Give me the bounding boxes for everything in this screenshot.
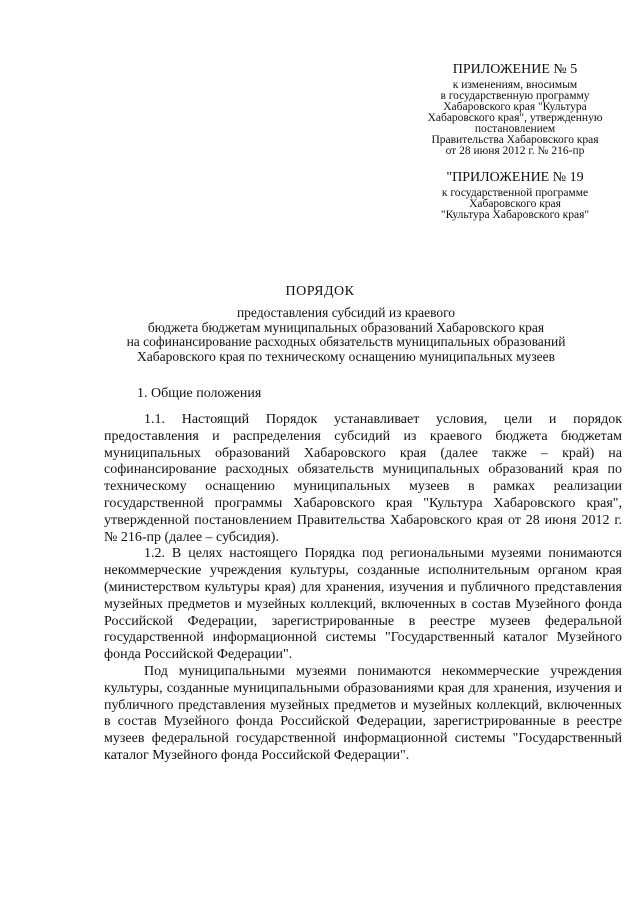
paragraph-1-1: 1.1. Настоящий Порядок устанавливает условия, цели и порядок предоставления и распределения субсидий из краевого бюджета бюджетам муниципальных образований Хабаровского края (далее также – край) на софинансирование расходных обязательств муниципальных образований края по техническому оснащению муниципальных музеев в рамках реализации государственной программы Хабаровского края "Культура Хабаровского края", утвержденной постановлением Правительства Хабаровского края от 28 июня 2012 г. № 216-пр (далее – субсидия). [104, 412, 622, 545]
appendix-19-line: "Культура Хабаровского края" [440, 209, 590, 221]
appendix-5-line: Правительства Хабаровского края [431, 134, 599, 146]
appendix-5-line: от 28 июня 2012 г. № 216-пр [445, 145, 585, 157]
appendix-5-line: в государственную программу [440, 90, 590, 102]
appendix-5-line: к изменениям, вносимым [452, 79, 578, 91]
appendix-19-heading: "ПРИЛОЖЕНИЕ № 19 [446, 170, 584, 185]
appendix-19-block [400, 170, 630, 221]
appendix-5-line: постановлением [474, 123, 556, 135]
appendix-5-line: Хабаровского края "Культура [443, 101, 587, 113]
paragraph-municipal-museums: Под муниципальными музеями понимаются некоммерческие учреждения культуры, созданные муниципальными образованиями края для хранения, изучения и публичного представления музейных предметов и музейных коллекций, включенных в состав Музейного фонда Российской Федерации, зарегистрированные в реестре музеев федеральной государственной информационной системы "Государственный каталог Музейного фонда Российской Федерации". [104, 663, 622, 763]
subtitle-line: предоставления субсидий из краевого [236, 305, 456, 320]
paragraph-1-2: 1.2. В целях настоящего Порядка под региональными музеями понимаются некоммерческие учреждения культуры, созданные исполнительным органом края (министерством культуры края) для хранения, изучения и публичного представления музейных предметов и музейных коллекций, включенных в состав Музейного фонда Российской Федерации, зарегистрированные в реестре музеев федеральной государственной информационной системы "Государственный каталог Музейного фонда Российской Федерации". [104, 546, 622, 663]
subtitle-line: Хабаровского края по техническому оснащению муниципальных музеев [136, 348, 556, 364]
document-subtitle [96, 306, 596, 364]
subtitle-line: бюджета бюджетам муниципальных образований Хабаровского края [147, 319, 545, 335]
appendix-5-block [400, 62, 630, 157]
subtitle-line: на софинансирование расходных обязательств муниципальных образований [126, 334, 566, 349]
section-heading: 1. Общие положения [137, 386, 262, 401]
appendix-5-line: Хабаровского края", утвержденную [427, 112, 603, 124]
document-title: ПОРЯДОК [285, 284, 355, 299]
appendix-19-line: Хабаровского края [469, 198, 561, 210]
appendix-19-line: к государственной программе [441, 187, 589, 199]
appendix-5-heading: ПРИЛОЖЕНИЕ № 5 [452, 62, 578, 77]
document-body [104, 412, 622, 765]
